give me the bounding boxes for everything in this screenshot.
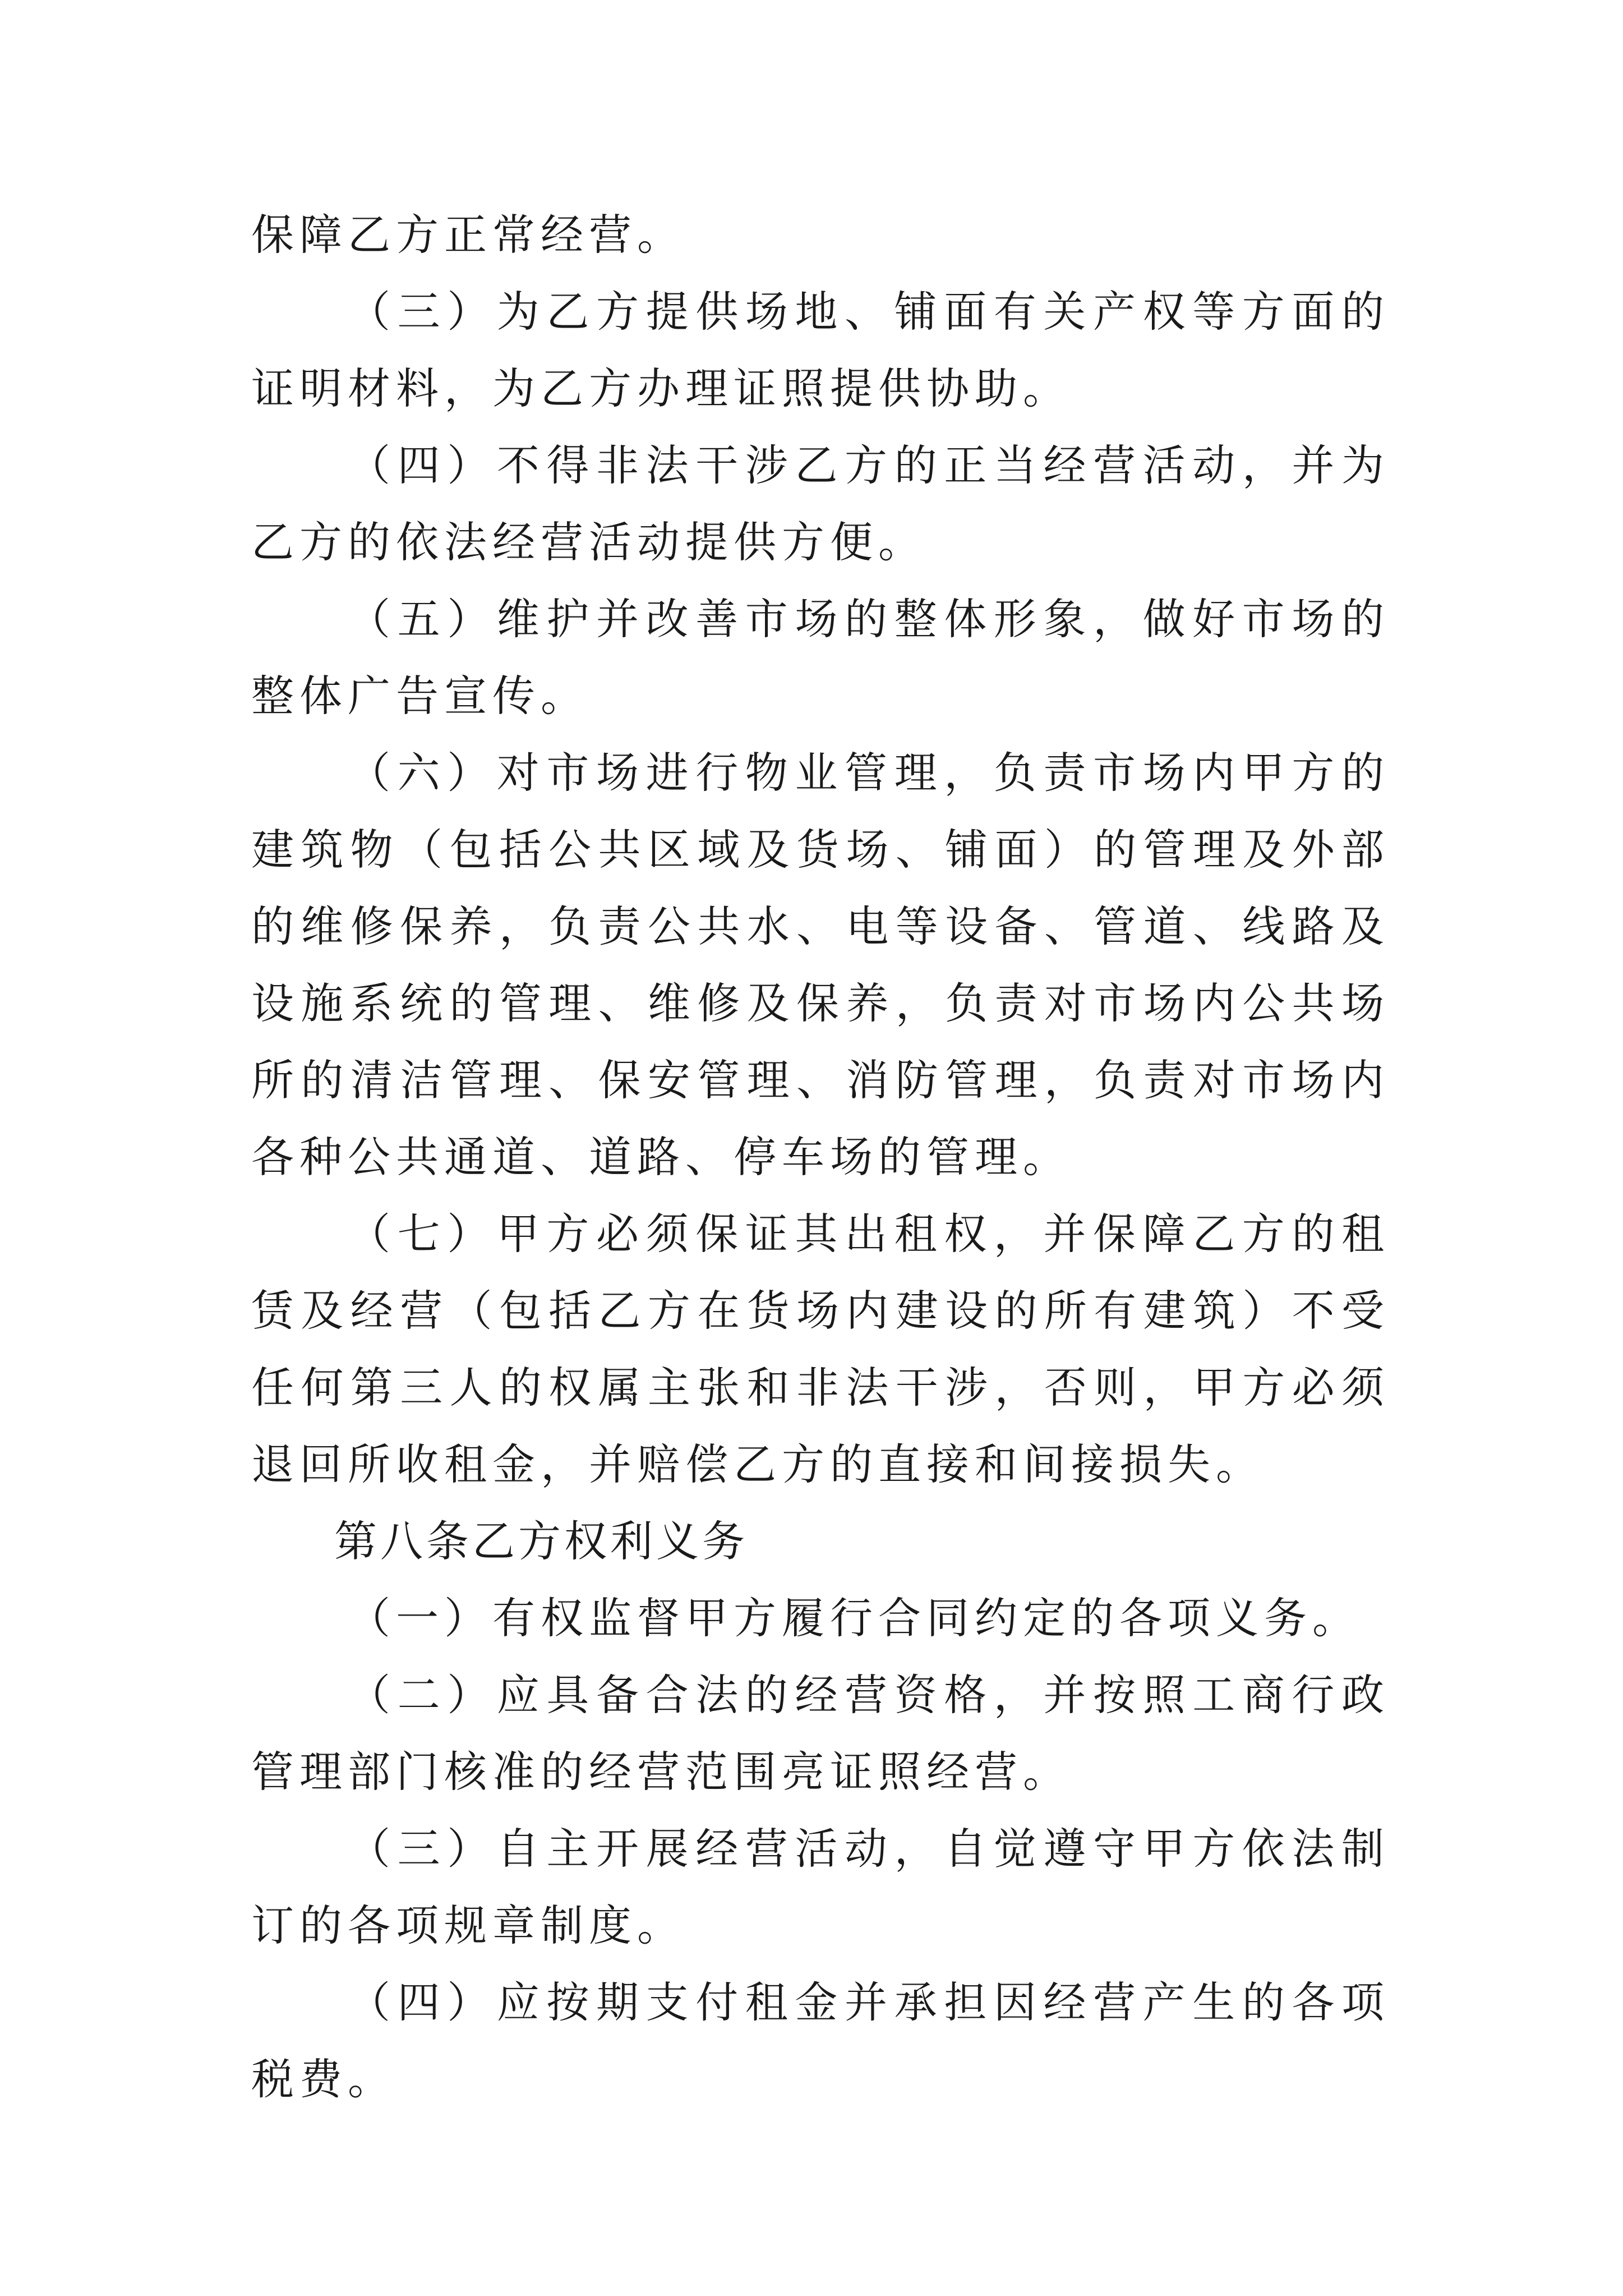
paragraph-continuation: 保障乙方正常经营。 xyxy=(251,210,685,260)
article-8-clause-4: （四）应按期支付租金并承担因经营产生的各项税费。 xyxy=(251,1977,1390,2104)
clause-7-paragraph: （七）甲方必须保证其出租权，并保障乙方的租赁及经营（包括乙方在货场内建设的所有建筑）不受任何第三人的权属主张和非法干涉，否则，甲方必须退回所收租金，并赔偿乙方的直接和间接损失。 xyxy=(251,1209,1390,1489)
clause-4-paragraph: （四）不得非法干涉乙方的正当经营活动，并为乙方的依法经营活动提供方便。 xyxy=(251,440,1390,567)
article-8-clause-1: （一）有权监督甲方履行合同约定的各项义务。 xyxy=(348,1593,1361,1643)
article-8-clause-2: （二）应具备合法的经营资格，并按照工商行政管理部门核准的经营范围亮证照经营。 xyxy=(251,1670,1390,1797)
clause-3-paragraph: （三）为乙方提供场地、铺面有关产权等方面的证明材料，为乙方办理证照提供协助。 xyxy=(251,287,1390,413)
clause-5-paragraph: （五）维护并改善市场的整体形象，做好市场的整体广告宣传。 xyxy=(251,594,1390,721)
document-body xyxy=(251,196,1390,2118)
article-8-heading: 第八条乙方权利义务 xyxy=(334,1516,748,1566)
clause-6-paragraph: （六）对市场进行物业管理，负责市场内甲方的建筑物（包括公共区域及货场、铺面）的管理及外部的维修保养，负责公共水、电等设备、管道、线路及设施系统的管理、维修及保养，负责对市场内公共场所的清洁管理、保安管理、消防管理，负责对市场内各种公共通道、道路、停车场的管理。 xyxy=(251,748,1390,1182)
article-8-clause-3: （三）自主开展经营活动，自觉遵守甲方依法制订的各项规章制度。 xyxy=(251,1824,1390,1950)
